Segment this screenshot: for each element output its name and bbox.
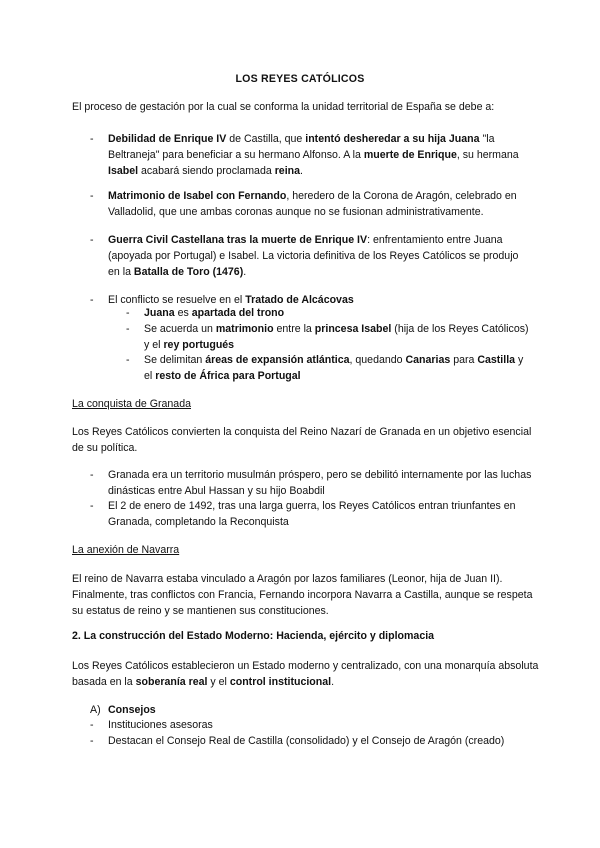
text-run: : enfrentamiento entre Juana (apoyada por Portugal) e Isabel. La victoria definitiva de los Reyes Católicos se produjo en la — [108, 234, 519, 278]
bold-text-run: reina — [274, 165, 301, 177]
bold-text-run: Isabel — [108, 165, 139, 177]
consejos-item: Instituciones asesoras — [108, 719, 213, 731]
sub-bullet-dash: - — [126, 354, 130, 366]
sub-bullet-dash: - — [126, 323, 130, 335]
section-heading: 2. La construcción del Estado Moderno: Hacienda, ejército y diplomacia — [72, 630, 435, 642]
bold-text-run: intentó desheredar a su hija Juana — [305, 133, 480, 145]
bold-text-run: Matrimonio de Isabel con Fernando — [108, 190, 287, 202]
navarra-paragraph: El reino de Navarra estaba vinculado a Aragón por lazos familiares (Leonor, hija de Juan II). Finalmente, tras conflictos con Francia, Fernando incorpora Navarra a Castilla, aunque se respeta su estatus de reino y se mantienen sus constituciones. — [72, 573, 533, 617]
bold-text-run: Tratado de Alcácovas — [245, 294, 354, 306]
text-run: Los Reyes Católicos establecieron un Estado moderno y centralizado, con una monarquía absoluta basada en la — [72, 660, 539, 688]
bullet-dash: - — [90, 719, 94, 731]
bold-text-run: control institucional — [229, 676, 332, 688]
bold-text-run: áreas de expansión atlántica — [205, 354, 350, 366]
text-run: es — [174, 307, 192, 319]
text-run: entre la — [273, 323, 315, 335]
text-run: Se acuerda un — [144, 323, 216, 335]
sub-bullet-item — [144, 305, 534, 321]
text-run: "la Beltraneja" para beneficiar a su hermano Alfonso. A la — [108, 133, 495, 161]
section-paragraph — [72, 658, 542, 690]
sub-bullet-item — [144, 321, 534, 353]
granada-heading: La conquista de Granada — [72, 398, 191, 410]
bold-text-run: Castilla — [477, 354, 516, 366]
bullet-item — [108, 131, 533, 179]
consejos-item: Destacan el Consejo Real de Castilla (consolidado) y el Consejo de Aragón (creado) — [108, 735, 505, 747]
text-run: para — [450, 354, 478, 366]
bullet-dash: - — [90, 294, 94, 306]
text-run: acabará siendo proclamada — [138, 165, 275, 177]
granada-item: El 2 de enero de 1492, tras una larga guerra, los Reyes Católicos entran triunfantes en Granada, completando la Reconquista — [108, 500, 516, 528]
text-run: , heredero de la Corona de Aragón, celebrado en Valladolid, que une ambas coronas aunque no se fusionan administrativamente. — [108, 190, 517, 218]
bold-text-run: resto de África para Portugal — [155, 370, 301, 382]
bullet-dash: - — [90, 190, 94, 202]
bullet-dash: - — [90, 735, 94, 747]
sub-bullet-item — [144, 352, 534, 384]
bold-text-run: Canarias — [405, 354, 451, 366]
text-run: , su hermana — [456, 149, 519, 161]
bullet-dash: - — [90, 234, 94, 246]
bold-text-run: soberanía real — [135, 676, 208, 688]
bold-text-run: rey portugués — [163, 339, 235, 351]
bold-text-run: Juana — [144, 307, 175, 319]
consejos-label: Consejos — [108, 704, 156, 716]
text-run: . — [331, 676, 335, 688]
text-run: (hija de los Reyes Católicos) y el — [144, 323, 529, 351]
intro-paragraph: El proceso de gestación por la cual se conforma la unidad territorial de España se debe a: — [72, 101, 495, 113]
text-run: . — [243, 266, 247, 278]
bold-text-run: princesa Isabel — [314, 323, 392, 335]
text-run: y el — [207, 676, 230, 688]
bold-text-run: Guerra Civil Castellana tras la muerte de Enrique IV — [108, 234, 368, 246]
bold-text-run: Batalla de Toro (1476) — [133, 266, 244, 278]
bold-text-run: matrimonio — [215, 323, 274, 335]
text-run: de Castilla, que — [226, 133, 306, 145]
bold-text-run: Debilidad de Enrique IV — [108, 133, 227, 145]
text-run: El conflicto se resuelve en el — [108, 294, 246, 306]
text-run: . — [300, 165, 303, 177]
bullet-item — [108, 232, 533, 280]
bold-text-run: muerte de Enrique — [363, 149, 457, 161]
granada-paragraph: Los Reyes Católicos convierten la conquista del Reino Nazarí de Granada en un objetivo esencial de su política. — [72, 426, 532, 454]
navarra-heading: La anexión de Navarra — [72, 544, 180, 556]
bullet-dash: - — [90, 133, 94, 145]
page-title: LOS REYES CATÓLICOS — [235, 73, 365, 85]
sub-bullet-dash: - — [126, 307, 130, 319]
text-run: , quedando — [349, 354, 406, 366]
bullet-dash: - — [90, 469, 94, 481]
granada-item: Granada era un territorio musulmán próspero, pero se debilitó internamente por las luchas dinásticas entre Abul Hassan y su hijo Boabdil — [108, 469, 532, 497]
bullet-item — [108, 188, 533, 220]
text-run: y el — [144, 354, 524, 382]
text-run: Se delimitan — [144, 354, 206, 366]
consejos-marker: A) — [90, 704, 101, 716]
bullet-dash: - — [90, 500, 94, 512]
bold-text-run: apartada del trono — [191, 307, 285, 319]
